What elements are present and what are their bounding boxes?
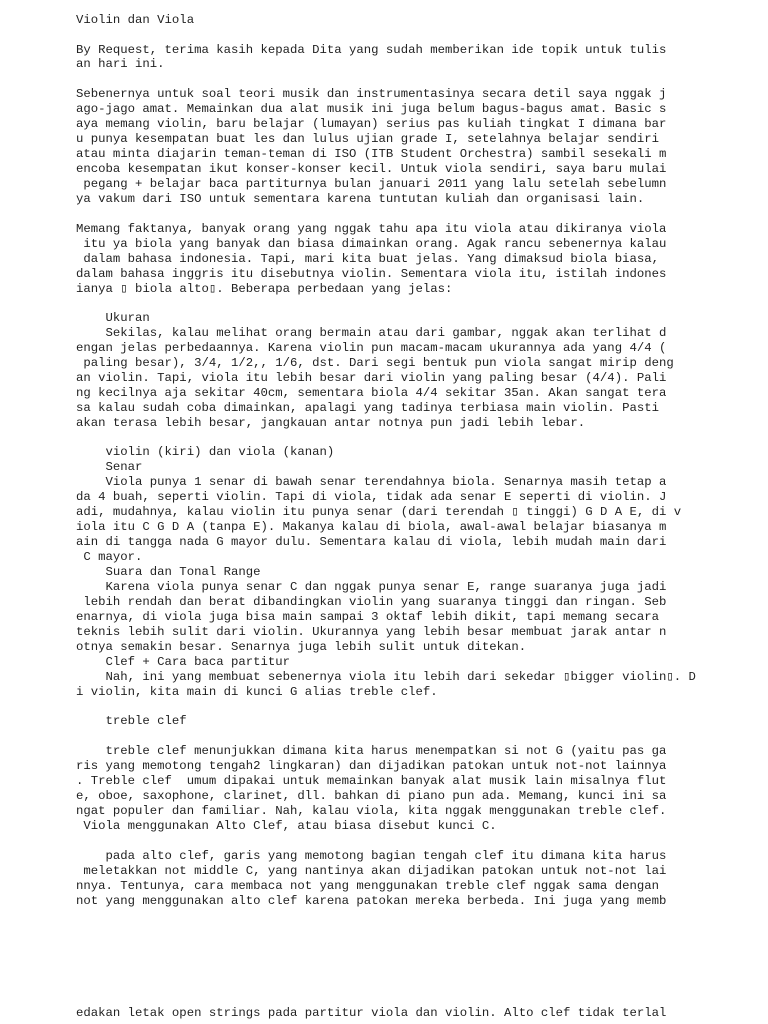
paragraph-line: dalam bahasa inggris itu disebutnya violin. Sementara viola itu, istilah indones bbox=[76, 267, 667, 281]
paragraph-line: sa kalau sudah coba dimainkan, apalagi yang tadinya terbiasa main violin. Pasti bbox=[76, 401, 659, 415]
paragraph-line: nnya. Tentunya, cara membaca not yang menggunakan treble clef nggak sama dengan bbox=[76, 879, 659, 893]
paragraph-line: not yang menggunakan alto clef karena patokan mereka berbeda. Ini juga yang memb bbox=[76, 894, 667, 908]
paragraph-line: atau minta diajarin teman-teman di ISO (ITB Student Orchestra) sambil sesekali m bbox=[76, 147, 667, 161]
paragraph-line: da 4 buah, seperti violin. Tapi di viola, tidak ada senar E seperti di violin. J bbox=[76, 490, 667, 504]
paragraph-line: ng kecilnya aja sekitar 40cm, sementara biola 4/4 sekitar 35an. Akan sangat tera bbox=[76, 386, 667, 400]
paragraph-line: teknis lebih sulit dari violin. Ukurannya yang lebih besar membuat jarak antar n bbox=[76, 625, 667, 639]
section-heading-suara: Suara dan Tonal Range bbox=[76, 565, 261, 579]
paragraph-line: Viola menggunakan Alto Clef, atau biasa disebut kunci C. bbox=[76, 819, 497, 833]
paragraph-line: iola itu C G D A (tanpa E). Makanya kalau di biola, awal-awal belajar biasanya m bbox=[76, 520, 667, 534]
paragraph-line: an violin. Tapi, viola itu lebih besar dari violin yang paling besar (4/4). Pali bbox=[76, 371, 667, 385]
paragraph-line: pegang + belajar baca partiturnya bulan januari 2011 yang lalu setelah sebelumn bbox=[76, 177, 667, 191]
paragraph-line: Viola punya 1 senar di bawah senar terendahnya biola. Senarnya masih tetap a bbox=[76, 475, 667, 489]
paragraph-line: pada alto clef, garis yang memotong bagian tengah clef itu dimana kita harus bbox=[76, 849, 667, 863]
paragraph-line: otnya semakin besar. Senarnya juga lebih sulit untuk ditekan. bbox=[76, 640, 527, 654]
paragraph-line: lebih rendah dan berat dibandingkan violin yang suaranya tinggi dan ringan. Seb bbox=[76, 595, 667, 609]
paragraph-line: ngat populer dan familiar. Nah, kalau viola, kita nggak menggunakan treble clef. bbox=[76, 804, 667, 818]
paragraph-line: encoba kesempatan ikut konser-konser kecil. Untuk viola sendiri, saya baru mulai bbox=[76, 162, 667, 176]
section-heading-senar: Senar bbox=[76, 460, 143, 474]
paragraph-line: itu ya biola yang banyak dan biasa dimainkan orang. Agak rancu sebenernya kalau bbox=[76, 237, 667, 251]
paragraph-line: Sekilas, kalau melihat orang bermain atau dari gambar, nggak akan terlihat d bbox=[76, 326, 667, 340]
paragraph-line: ris yang memotong tengah2 lingkaran) dan dijadikan patokan untuk not-not lainnya bbox=[76, 759, 667, 773]
paragraph-line: ianya ▯ biola alto▯. Beberapa perbedaan yang jelas: bbox=[76, 282, 453, 296]
paragraph-line: meletakkan not middle C, yang nantinya akan dijadikan patokan untuk not-not lai bbox=[76, 864, 667, 878]
paragraph-line: ya vakum dari ISO untuk sementara karena tuntutan kuliah dan organisasi lain. bbox=[76, 192, 645, 206]
paragraph-line: e, oboe, saxophone, clarinet, dll. bahkan di piano pun ada. Memang, kunci ini sa bbox=[76, 789, 667, 803]
image-caption: violin (kiri) dan viola (kanan) bbox=[76, 445, 335, 459]
paragraph-line: akan terasa lebih besar, jangkauan antar notnya pun jadi lebih lebar. bbox=[76, 416, 586, 430]
paragraph-line: ago-jago amat. Memainkan dua alat musik ini juga belum bagus-bagus amat. Basic s bbox=[76, 102, 667, 116]
paragraph-line: Sebenernya untuk soal teori musik dan instrumentasinya secara detil saya nggak j bbox=[76, 87, 667, 101]
paragraph-line: dalam bahasa indonesia. Tapi, mari kita buat jelas. Yang dimaksud biola biasa, bbox=[76, 252, 659, 266]
image-caption: treble clef bbox=[76, 714, 187, 728]
paragraph-line: treble clef menunjukkan dimana kita harus menempatkan si not G (yaitu pas ga bbox=[76, 744, 667, 758]
paragraph-line: ain di tangga nada G mayor dulu. Sementara kalau di viola, lebih mudah main dari bbox=[76, 535, 667, 549]
paragraph-line: Nah, ini yang membuat sebenernya viola itu lebih dari sekedar ▯bigger violin▯. D bbox=[76, 670, 696, 684]
section-heading-ukuran: Ukuran bbox=[76, 311, 150, 325]
paragraph-line: i violin, kita main di kunci G alias treble clef. bbox=[76, 685, 438, 699]
paragraph-line: u punya kesempatan buat les dan lulus ujian grade I, setelahnya belajar sendiri bbox=[76, 132, 659, 146]
paragraph-line: paling besar), 3/4, 1/2,, 1/6, dst. Dari segi bentuk pun viola sangat mirip deng bbox=[76, 356, 674, 370]
paragraph-line: C mayor. bbox=[76, 550, 143, 564]
paragraph-line: adi, mudahnya, kalau violin itu punya senar (dari terendah ▯ tinggi) G D A E, di v bbox=[76, 505, 682, 519]
paragraph-line: aya memang violin, baru belajar (lumayan) serius pas kuliah tingkat I dimana bar bbox=[76, 117, 667, 131]
intro-line: an hari ini. bbox=[76, 57, 165, 71]
paragraph-line: . Treble clef umum dipakai untuk memainkan banyak alat musik lain misalnya flut bbox=[76, 774, 667, 788]
paragraph-line: enarnya, di viola juga bisa main sampai 3 oktaf lebih dikit, tapi memang secara bbox=[76, 610, 659, 624]
document-title: Violin dan Viola bbox=[76, 13, 195, 27]
paragraph-line: Karena viola punya senar C dan nggak punya senar E, range suaranya juga jadi bbox=[76, 580, 667, 594]
paragraph-line: edakan letak open strings pada partitur viola dan violin. Alto clef tidak terlal bbox=[76, 1006, 667, 1020]
intro-line: By Request, terima kasih kepada Dita yang sudah memberikan ide topik untuk tulis bbox=[76, 43, 667, 57]
section-heading-clef: Clef + Cara baca partitur bbox=[76, 655, 291, 669]
paragraph-line: Memang faktanya, banyak orang yang nggak tahu apa itu viola atau dikiranya viola bbox=[76, 222, 667, 236]
paragraph-line: engan jelas perbedaannya. Karena violin pun macam-macam ukurannya ada yang 4/4 ( bbox=[76, 341, 667, 355]
